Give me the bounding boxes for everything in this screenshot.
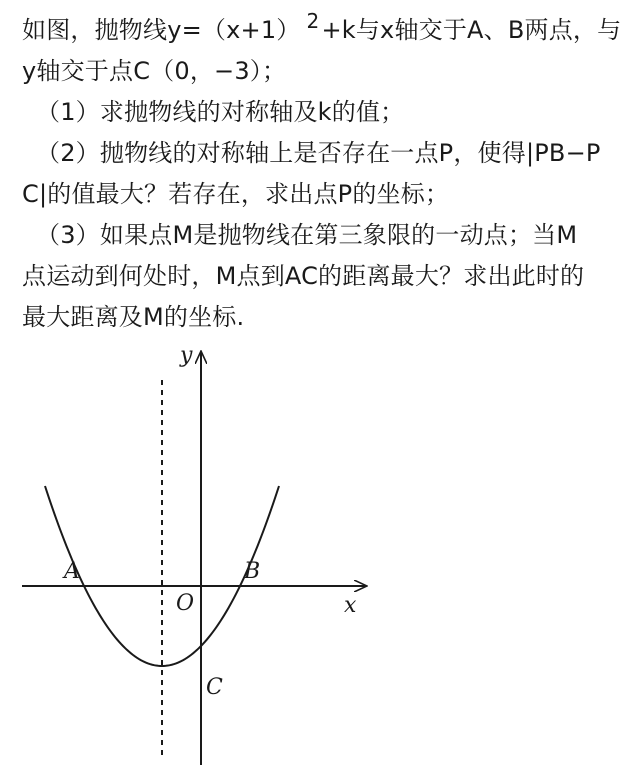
question-3-line-2: 点运动到何处时，M点到AC的距离最大？求出此时的 [22, 262, 585, 290]
question-3-line-3: 最大距离及M的坐标. [22, 303, 245, 331]
origin-label: O [176, 591, 195, 616]
question-2-line-1: （2）抛物线的对称轴上是否存在一点P，使得|PB−P [36, 139, 601, 167]
exponent: 2 [306, 9, 320, 33]
point-c-label: C [206, 675, 223, 700]
question-1: （1）求抛物线的对称轴及k的值； [36, 98, 405, 126]
problem-text [22, 10, 626, 338]
problem-line-1-text-a: 如图，抛物线y=（x+1） [22, 16, 301, 44]
point-a-label: A [64, 559, 80, 584]
question-2-line-2: C|的值最大？若存在，求出点P的坐标； [22, 180, 450, 208]
y-axis-label: y [180, 343, 193, 368]
problem-line-1-text-b: +k与x轴交于A、B两点，与 [321, 16, 622, 44]
problem-line-2: y轴交于点C（0，−3）； [22, 57, 287, 85]
coordinate-plane [0, 340, 640, 778]
problem-line-1 [22, 10, 626, 51]
x-axis-label: x [344, 593, 357, 618]
question-3-line-1: （3）如果点M是抛物线在第三象限的一动点；当M [36, 221, 578, 249]
point-b-label: B [244, 559, 261, 584]
parabola-figure [0, 340, 640, 778]
